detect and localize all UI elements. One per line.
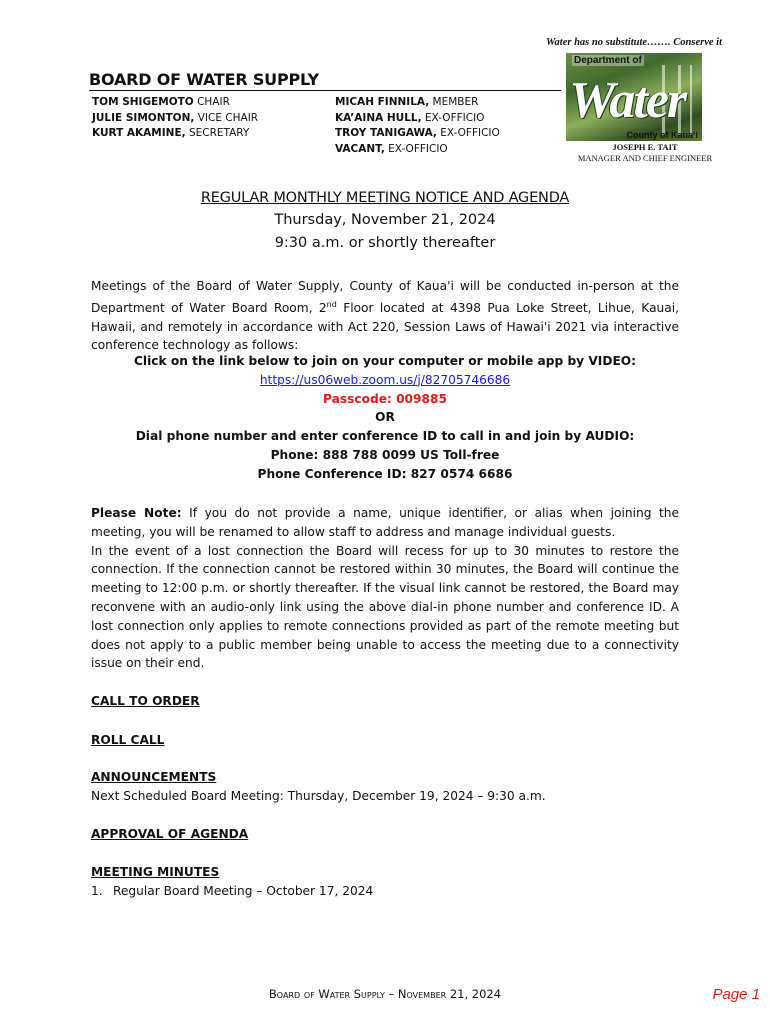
item-text: Regular Board Meeting – October 17, 2024 bbox=[113, 883, 374, 898]
note-label: Please Note: bbox=[91, 506, 182, 520]
manager-title: MANAGER AND CHIEF ENGINEER bbox=[577, 153, 713, 163]
meeting-date: Thursday, November 21, 2024 bbox=[274, 212, 496, 228]
member-name: KURT AKAMINE, bbox=[92, 127, 186, 139]
member-name: KA’AINA HULL, bbox=[335, 111, 422, 124]
intro-sup: nd bbox=[326, 299, 337, 309]
meeting-time: 9:30 a.m. or shortly thereafter bbox=[274, 235, 496, 251]
member-row bbox=[335, 126, 500, 142]
zoom-link[interactable]: https://us06web.zoom.us/j/82705746686 bbox=[259, 372, 511, 387]
logo-dept-text: Department of bbox=[574, 55, 642, 66]
member-role: VICE CHAIR bbox=[197, 111, 259, 124]
section-title: MEETING MINUTES bbox=[91, 865, 220, 879]
member-role: SECRETARY bbox=[188, 127, 250, 139]
meeting-minutes bbox=[91, 863, 373, 901]
footer-text: Board of Water Supply – November 21, 2024 bbox=[268, 987, 502, 1001]
note-text: If you do not provide a name, unique identifier, or alias when joining the meeting, you will be renamed to allow staff to address and manage individual guests. bbox=[91, 506, 679, 539]
intro-text-cont: Floor located at 4398 Pua Loke Street, Lihue, Kauai, Hawaii, and remotely in accordance with Act 220, Session Laws of Hawai'i 2021 via interactive conference technology as follows: bbox=[91, 300, 680, 353]
member-name: VACANT, bbox=[335, 142, 385, 155]
conference-id: Phone Conference ID: 827 0574 6686 bbox=[257, 466, 513, 481]
note-lost-connection: In the event of a lost connection the Board will recess for up to 30 minutes to restore the connection. If the connection cannot be restored within 30 minutes, the Board will continue the meeting to 12:00 p.m. or shortly thereafter. If the visual link cannot be restored, the Board may reconvene with an audio-only link using the above dial-in phone number and conference ID. A lost connection only applies to remote connections provided as part of the remote meeting but does not apply to a public member being unable to access the meeting due to a connectivity issue on their end. bbox=[91, 543, 679, 671]
video-instruction: Click on the link below to join on your computer or mobile app by VIDEO: bbox=[133, 354, 637, 368]
section-title: ROLL CALL bbox=[91, 733, 165, 747]
member-role: EX-OFFICIO bbox=[440, 127, 500, 139]
member-row bbox=[92, 126, 258, 142]
manager-block bbox=[560, 142, 730, 164]
phone-number: Phone: 888 788 0099 US Toll-free bbox=[270, 447, 500, 462]
member-role: EX-OFFICIO bbox=[388, 142, 448, 155]
tagline: Water has no substitute……. Conserve it bbox=[546, 37, 722, 48]
logo-county-text: County of Kaua‘i bbox=[626, 130, 698, 140]
member-role: EX-OFFICIO bbox=[424, 111, 485, 124]
member-name: MICAH FINNILA, bbox=[335, 96, 430, 108]
page-footer bbox=[0, 987, 770, 1001]
roll-call bbox=[91, 731, 164, 750]
board-title: BOARD OF WATER SUPPLY bbox=[89, 70, 561, 91]
list-item bbox=[91, 882, 373, 901]
logo-water-text: Water bbox=[569, 72, 686, 129]
member-row bbox=[335, 111, 500, 127]
announcements bbox=[91, 768, 546, 806]
please-note bbox=[91, 504, 679, 673]
call-to-order bbox=[91, 692, 200, 711]
member-role: CHAIR bbox=[197, 96, 230, 108]
section-title: APPROVAL OF AGENDA bbox=[91, 827, 249, 841]
members-left bbox=[92, 95, 258, 142]
page-number: Page 1 bbox=[712, 986, 760, 1003]
item-number: 1. bbox=[91, 883, 103, 898]
manager-name: JOSEPH E. TAIT bbox=[612, 142, 678, 152]
member-role: MEMBER bbox=[432, 96, 479, 108]
announcement-text: Next Scheduled Board Meeting: Thursday, December 19, 2024 – 9:30 a.m. bbox=[91, 788, 546, 803]
member-name: TROY TANIGAWA, bbox=[335, 127, 437, 139]
member-row bbox=[92, 111, 258, 127]
waterfall-stripe bbox=[690, 65, 692, 135]
members-right bbox=[335, 95, 500, 157]
section-title: CALL TO ORDER bbox=[91, 694, 200, 708]
department-of-water-logo bbox=[566, 53, 702, 141]
member-row bbox=[335, 142, 500, 158]
section-title: ANNOUNCEMENTS bbox=[91, 770, 217, 784]
member-row bbox=[335, 95, 500, 111]
member-row bbox=[92, 95, 258, 111]
passcode: Passcode: 009885 bbox=[323, 391, 447, 406]
member-name: JULIE SIMONTON, bbox=[92, 111, 195, 124]
audio-instruction: Dial phone number and enter conference ID to call in and join by AUDIO: bbox=[135, 429, 635, 444]
join-instructions bbox=[0, 352, 770, 484]
member-name: TOM SHIGEMOTO bbox=[92, 96, 194, 108]
intro-paragraph bbox=[91, 277, 679, 355]
note-first bbox=[91, 504, 679, 542]
intro-text: Meetings of the Board of Water Supply, County of Kaua'i will be conducted in-person at the Department of Water Board Room, 2 bbox=[91, 279, 679, 315]
or-separator: OR bbox=[375, 410, 395, 425]
approval-of-agenda bbox=[91, 825, 248, 844]
agenda-heading: REGULAR MONTHLY MEETING NOTICE AND AGENDA bbox=[200, 190, 570, 206]
